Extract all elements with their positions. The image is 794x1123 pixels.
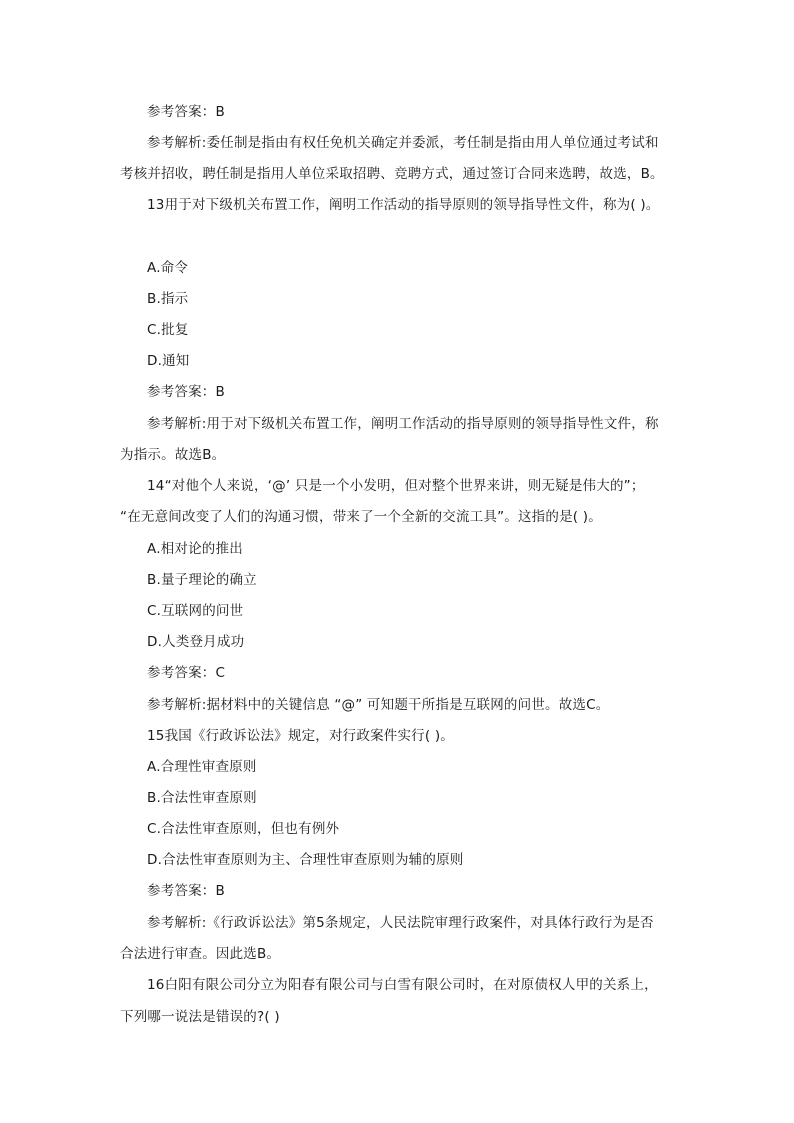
answer-14: 参考答案：C	[147, 665, 226, 681]
option-14-a: A.相对论的推出	[147, 541, 243, 557]
question-16-line-1: 16白阳有限公司分立为阳春有限公司与白雪有限公司时，在对原债权人甲的关系上，	[147, 977, 658, 993]
option-15-b: B.合法性审查原则	[147, 790, 257, 806]
analysis-14: 参考解析:据材料中的关键信息 “@” 可知题干所指是互联网的问世。故选C。	[147, 697, 610, 713]
option-13-d: D.通知	[147, 353, 190, 369]
answer-15: 参考答案：B	[147, 883, 225, 899]
question-16-line-2: 下列哪一说法是错误的?( )	[120, 1009, 280, 1025]
analysis-13-line-1: 参考解析:用于对下级机关布置工作，阐明工作活动的指导原则的领导指导性文件，称	[147, 416, 659, 432]
option-13-a: A.命令	[147, 260, 189, 276]
option-15-c: C.合法性审查原则，但也有例外	[147, 821, 340, 837]
question-15: 15我国《行政诉讼法》规定，对行政案件实行( )。	[147, 728, 455, 744]
option-14-d: D.人类登月成功	[147, 634, 245, 650]
analysis-13-line-2: 为指示。故选B。	[120, 447, 226, 463]
option-15-d: D.合法性审查原则为主、合理性审查原则为辅的原则	[147, 852, 464, 868]
analysis-15-line-2: 合法进行审查。因此选B。	[120, 946, 281, 962]
answer-12: 参考答案：B	[147, 104, 225, 120]
question-13: 13用于对下级机关布置工作，阐明工作活动的指导原则的领导指导性文件，称为( )。	[147, 197, 660, 213]
option-13-c: C.批复	[147, 322, 189, 338]
option-13-b: B.指示	[147, 291, 189, 307]
question-14-line-2: “在无意间改变了人们的沟通习惯，带来了一个全新的交流工具”。这指的是( )。	[120, 509, 602, 525]
question-14-line-1: 14“对他个人来说，‘@’ 只是一个小发明，但对整个世界来讲，则无疑是伟大的”；	[147, 478, 645, 494]
analysis-12-line-1: 参考解析:委任制是指由有权任免机关确定并委派，考任制是指由用人单位通过考试和	[147, 135, 659, 151]
analysis-15-line-1: 参考解析:《行政诉讼法》第5条规定，人民法院审理行政案件，对具体行政行为是否	[147, 915, 654, 931]
option-15-a: A.合理性审查原则	[147, 759, 257, 775]
option-14-c: C.互联网的问世	[147, 603, 244, 619]
option-14-b: B.量子理论的确立	[147, 572, 257, 588]
answer-13: 参考答案：B	[147, 384, 225, 400]
analysis-12-line-2: 考核并招收，聘任制是指用人单位采取招聘、竞聘方式，通过签订合同来选聘，故选，B。	[120, 166, 664, 182]
